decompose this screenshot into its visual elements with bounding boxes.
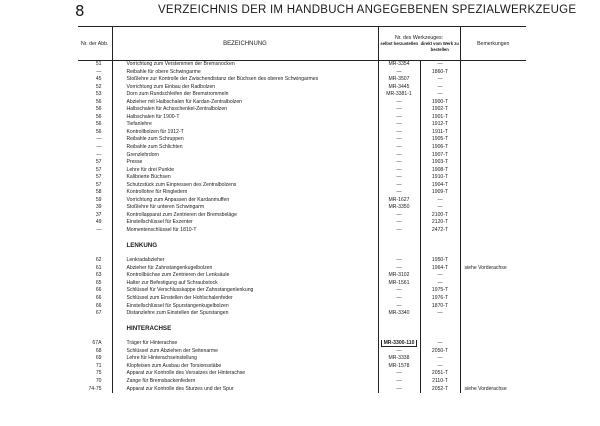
row-tool-factory: 1964-T [420,265,460,273]
table-row [78,295,526,303]
row-number: 61 [95,264,102,271]
row-number: 59 [95,196,102,203]
row-number: 52 [95,83,102,90]
table-body [78,61,526,394]
row-tool-factory: 1906-T [420,144,460,152]
row-description: Halter zur Befestigung auf Schraubstock [112,280,378,288]
row-tool-self: MR-3354 [378,61,420,69]
table-row [78,287,526,295]
row-tool-factory: 1907-T [420,152,460,160]
row-remark [460,182,526,190]
row-tool-factory: 1911-T [420,129,460,137]
row-description: Momentenschlüssel für 1810-T [112,227,378,235]
col-header-nr: Nr. der Abb. [78,27,112,61]
row-tool-self: — [378,265,420,273]
col-header-direkt: direkt vom Werk zu bestellen [420,40,459,52]
row-tool-self: — [378,212,420,220]
row-tool-self: — [378,99,420,107]
row-description: Abzieher mit Halbschalen für Kardan-Zentralbolzen [112,99,378,107]
row-tool-factory: 1900-T [420,99,460,107]
table-row [78,280,526,288]
row-remark [460,355,526,363]
row-remark [460,189,526,197]
row-description: Schlüssel für Verschlusskappe der Zahnstangenlenkung [112,287,378,295]
row-number: 57 [95,174,102,181]
row-tool-factory: 2472-T [420,227,460,235]
row-number: 66 [95,294,102,301]
table-row [78,136,526,144]
row-tool-factory: 1903-T [420,159,460,167]
row-tool-self: — [378,295,420,303]
boxed-tool-number: MR-3300-110 [381,340,418,347]
row-remark [460,212,526,220]
row-tool-self: — [378,287,420,295]
row-tool-factory: — [420,197,460,205]
row-remark [460,378,526,386]
col-header-selbst: selbst herzustellen [380,40,419,46]
row-remark [460,69,526,77]
row-number: 70 [95,377,102,384]
page-number: 8 [75,2,85,20]
row-tool-self: MR-3102 [378,272,420,280]
row-tool-self: MR-3381-1 [378,91,420,99]
row-number: — [96,144,102,151]
row-tool-factory: 2051-T [420,370,460,378]
table-row [78,182,526,190]
table-row [78,265,526,273]
row-tool-factory: 2052-T [420,386,460,394]
row-tool-factory: — [420,280,460,288]
row-remark [460,61,526,69]
row-remark [460,287,526,295]
row-remark [460,295,526,303]
row-tool-factory: 1910-T [420,174,460,182]
table-row [78,189,526,197]
row-remark [460,99,526,107]
table-row [78,370,526,378]
row-description: Reibahle zum Schlichten [112,144,378,152]
row-tool-factory: — [420,91,460,99]
table-row [78,363,526,371]
row-tool-factory: 1902-T [420,106,460,114]
row-remark [460,167,526,175]
row-number: 56 [95,128,102,135]
row-number: 49 [95,219,102,226]
table-row [78,257,526,265]
row-description: Kontrollbüchse zum Zentrieren der Lenksäule [112,272,378,280]
spacer-row [78,235,526,243]
row-number: 56 [95,121,102,128]
row-description: Kontrollohre für Ringledern [112,189,378,197]
row-tool-factory: 1904-T [420,182,460,190]
row-description: Halbschalen für Achsschenkel-Zentralbolzen [112,106,378,114]
table-row [78,227,526,235]
tools-table [78,26,526,393]
table-row [78,61,526,69]
row-remark [460,84,526,92]
row-number: 68 [95,347,102,354]
col-header-bemerkungen: Bemerkungen [460,27,526,61]
row-remark: siehe Vorderachse [460,265,526,273]
row-description: Vorrichtung zum Anpassen der Kardanmuffen [112,197,378,205]
row-number: 39 [95,204,102,211]
row-tool-factory: — [420,204,460,212]
section-heading: HINTERACHSE [112,325,378,333]
row-tool-factory: 1905-T [420,136,460,144]
table-row [78,310,526,318]
row-number: 75 [95,370,102,377]
row-remark [460,121,526,129]
row-description: Halbschalen für 1900-T [112,114,378,122]
row-description: Stoßlehre für unteren Schwingarm [112,204,378,212]
row-remark [460,174,526,182]
spacer-row [78,318,526,326]
row-tool-self: — [378,136,420,144]
col-header-werkzeuge [378,27,460,61]
row-description: Reibahle für obere Schwingarme [112,69,378,77]
table-row [78,174,526,182]
row-description: Kontrollbolzen für 1912-T [112,129,378,137]
table-row [78,106,526,114]
row-tool-factory: — [420,355,460,363]
row-remark [460,204,526,212]
table-row [78,152,526,160]
row-description: Abzieher für Zahnstangenkugelbolzen [112,265,378,273]
row-number: 57 [95,159,102,166]
spacer-row [78,333,526,341]
table-row [78,219,526,227]
row-tool-self [378,340,420,348]
row-tool-self: MR-3338 [378,355,420,363]
row-description: Lehre für drei Punkte [112,167,378,175]
row-number: 69 [95,355,102,362]
row-remark [460,272,526,280]
row-tool-self: — [378,114,420,122]
table-row [78,212,526,220]
row-tool-self: — [378,378,420,386]
row-tool-factory: 1870-T [420,303,460,311]
table-row [78,355,526,363]
row-description: Distanzlehre zum Einstellen der Spurstangen [112,310,378,318]
row-tool-factory: 1901-T [420,114,460,122]
row-description: Schutzstück zum Einpressen des Zentralbolzens [112,182,378,190]
row-description: Apparat zur Kontrolle des Sturzes und der Spur [112,386,378,394]
row-tool-factory: 1909-T [420,189,460,197]
row-tool-self: — [378,159,420,167]
row-number: 53 [95,91,102,98]
row-description: Kontrollapparat zum Zentrieren der Bremsbeläge [112,212,378,220]
row-tool-self: — [378,386,420,394]
row-tool-self: — [378,257,420,265]
row-remark [460,106,526,114]
table-row [78,348,526,356]
row-description: Presse [112,159,378,167]
table-row [78,99,526,107]
row-remark [460,152,526,160]
row-number: 56 [95,98,102,105]
row-number: 66 [95,302,102,309]
table-row [78,69,526,77]
row-number: 74-75 [88,385,102,392]
row-tool-factory: — [420,363,460,371]
row-description: Träger für Hinterachse [112,340,378,348]
row-tool-factory: — [420,310,460,318]
row-tool-self: — [378,189,420,197]
table-row [78,378,526,386]
row-remark [460,129,526,137]
row-remark [460,91,526,99]
row-tool-self: — [378,227,420,235]
row-remark [460,197,526,205]
table-row [78,272,526,280]
table-row [78,144,526,152]
row-tool-self: — [378,152,420,160]
row-tool-factory: 1950-T [420,257,460,265]
row-remark [460,227,526,235]
row-remark: siehe Vorderachse [460,386,526,394]
row-tool-self: — [378,370,420,378]
row-tool-factory: — [420,272,460,280]
row-tool-self: — [378,219,420,227]
row-tool-factory: 1908-T [420,167,460,175]
row-remark [460,219,526,227]
row-remark [460,370,526,378]
row-number: 63 [95,272,102,279]
row-tool-self: — [378,129,420,137]
row-remark [460,303,526,311]
row-description: Einstellschlüssel für Exzenter [112,219,378,227]
table-row [78,121,526,129]
row-tool-self: MR-3350 [378,204,420,212]
row-tool-self: MR-1561 [378,280,420,288]
row-remark [460,280,526,288]
row-remark [460,340,526,348]
row-description: Vorrichtung zum Verstemmen der Bremsnocken [112,61,378,69]
row-description: Vorrichtung zum Einbau der Radbolzen [112,84,378,92]
section-heading: LENKUNG [112,242,378,250]
row-number: 57 [95,166,102,173]
row-tool-self: MR-3340 [378,310,420,318]
table-row [78,167,526,175]
row-number: 65 [95,279,102,286]
table-row [78,159,526,167]
row-tool-factory: 2110-T [420,378,460,386]
row-tool-factory: — [420,84,460,92]
row-tool-self: — [378,144,420,152]
row-number: 37 [95,211,102,218]
row-description: Apparat zur Kontrolle des Versatzes der Hinterachse [112,370,378,378]
row-number: 58 [95,189,102,196]
row-number: 56 [95,106,102,113]
row-tool-factory: 1975-T [420,287,460,295]
row-description: Tiefanlehre [112,121,378,129]
row-description: Kalibrierte Büchsen [112,174,378,182]
table-row [78,340,526,348]
row-description: Schlüssel zum Einstellen der Hohlschalenfeder [112,295,378,303]
row-number: 67 [95,310,102,317]
row-description: Schlüssel zum Abziehen der Seitenarme [112,348,378,356]
row-description: Dorn zum Rundschleifen der Bremstrommeln [112,91,378,99]
row-remark [460,363,526,371]
section-lenkung [78,242,526,250]
row-tool-self: — [378,174,420,182]
row-tool-self: — [378,69,420,77]
row-number: — [96,151,102,158]
row-number: — [96,68,102,75]
row-remark [460,144,526,152]
row-tool-factory: 2050-T [420,348,460,356]
row-tool-factory: — [420,61,460,69]
row-description: Reibahle zum Schruppen [112,136,378,144]
row-tool-self: MR-3507 [378,76,420,84]
row-remark [460,114,526,122]
table-row [78,76,526,84]
row-tool-self: — [378,121,420,129]
page-header [0,0,600,26]
row-tool-self: — [378,303,420,311]
row-number: — [96,136,102,143]
row-description: Zange für Bremsbackenfedern [112,378,378,386]
row-remark [460,76,526,84]
col-header-bezeichnung: BEZEICHNUNG [112,27,378,61]
row-remark [460,257,526,265]
row-number: 45 [95,76,102,83]
col-header-werkzeuge-label: Nr. des Werkzeuges: [394,34,444,41]
row-tool-factory: — [420,340,460,348]
row-tool-factory: 1860-T [420,69,460,77]
row-number: 62 [95,257,102,264]
spacer-row [78,250,526,258]
row-tool-self: — [378,167,420,175]
row-tool-factory: — [420,76,460,84]
row-tool-factory: 1976-T [420,295,460,303]
row-number: — [96,227,102,234]
row-tool-self: — [378,348,420,356]
row-number: 66 [95,287,102,294]
table-row [78,84,526,92]
row-description: Grenzlehrdorn [112,152,378,160]
row-remark [460,159,526,167]
row-tool-self: MR-1578 [378,363,420,371]
table-row [78,204,526,212]
row-number: 51 [95,61,102,67]
row-tool-factory: 2100-T [420,212,460,220]
table-row [78,197,526,205]
table-row [78,386,526,394]
row-remark [460,310,526,318]
row-remark [460,348,526,356]
table-row [78,303,526,311]
row-tool-factory: 1912-T [420,121,460,129]
table-row [78,91,526,99]
row-description: Einstellschlüssel für Spurstangenkugelbolzen [112,303,378,311]
table-header-row [78,27,526,61]
table-row [78,114,526,122]
table-row [78,129,526,137]
page-title: VERZEICHNIS DER IM HANDBUCH ANGEGEBENEN SPEZIALWERKZEUGE [158,4,577,16]
row-number: 71 [95,362,102,369]
row-number: 67A [92,340,102,347]
row-remark [460,136,526,144]
row-tool-factory: 2120-T [420,219,460,227]
row-number: 56 [95,113,102,120]
row-description: Lenkradabzieher [112,257,378,265]
row-description: Stoßlehre zur Kontrolle der Zwischendistanz der Büchsen des oberen Schwingarmes [112,76,378,84]
row-number: 57 [95,181,102,188]
section-hinterachse [78,325,526,333]
row-tool-self: MR-3445 [378,84,420,92]
row-description: Lehre für Hinterachseinstellung [112,355,378,363]
row-tool-self: MR-1627 [378,197,420,205]
row-description: Klopfeisen zum Ausbau der Torsionsstäbe [112,363,378,371]
row-tool-self: — [378,182,420,190]
row-tool-self: — [378,106,420,114]
